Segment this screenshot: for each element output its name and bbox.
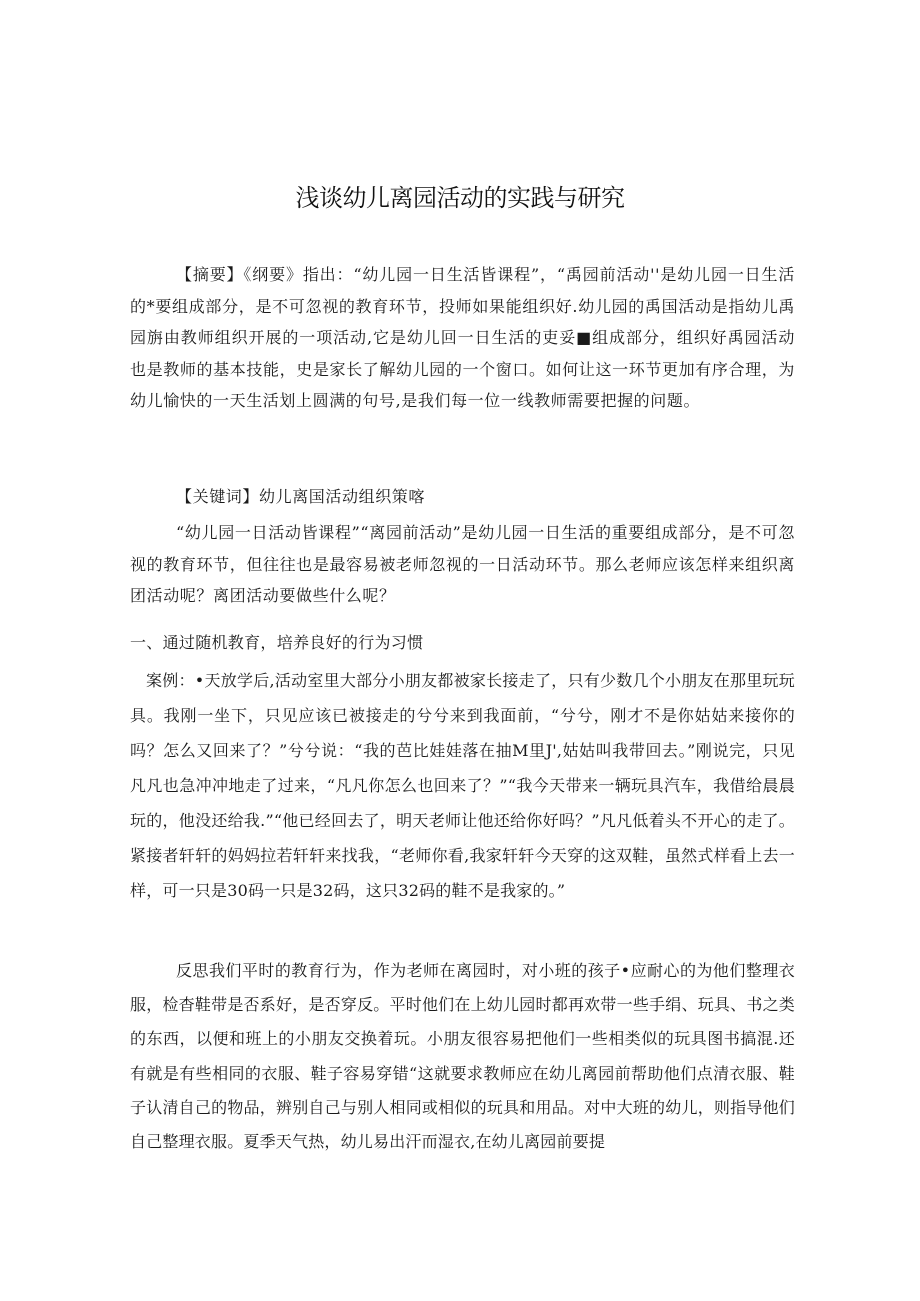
- case-paragraph: 案例：•天放学后,活动室里大部分小朋友都被家长接走了，只有少数几个小朋友在那里玩玩具。我刚一坐下，只见应该已被接走的兮兮来到我面前，“兮兮，刚才不是你姑姑来接你的吗？怎么又回来了？”兮兮说：“我的芭比娃娃落在抽M里J',姑姑叫我带回去。”刚说完，只见凡凡也急冲冲地走了过来，“凡凡你怎么也回来了？”“我今天带来一辆玩具汽车，我借给晨晨玩的，他没还给我.”“他已经回去了，明天老师让他还给你好吗？”凡凡低着头不开心的走了。紧接者轩轩的妈妈拉若轩轩来找我，“老师你看,我家轩轩今天穿的这双鞋，虽然式样看上去一样，可一只是30码一只是32码，这只32码的鞋不是我家的。”: [130, 671, 795, 900]
- abstract-paragraph: 【摘要】《纲要》指出：“幼儿园一日生活皆课程”，“禹园前活动''是幼儿园一日生活的*要组成部分，是不可忽视的教育环节，投师如果能组织好.幼儿园的禹国活动是指幼儿禹园旃由教师组织开展的一项活动,它是幼儿回一日生活的吏妥■组成部分，组织好禹园活动也是教师的基本技能，史是家长了解幼儿园的一个窗口。如何让这一环节更加有序合理，为幼儿愉快的一天生活划上圆满的句号,是我们每一位一线教师需要把握的问题。: [130, 265, 795, 410]
- intro-paragraph: “幼儿园一日活动皆课程”“离园前活动”是幼儿园一日生活的重要组成部分，是不可忽视的教育环节，但往往也是最容易被老师忽视的一日活动环节。那么老师应该怎样来组织离团活动呢？离团活动要做些什么呢？: [130, 523, 795, 605]
- section-heading: 一、通过随机教育，培养良好的行为习惯: [130, 633, 424, 652]
- page-title: 浅谈幼儿离园活动的实践与研究: [295, 184, 625, 212]
- reflection-paragraph: 反思我们平时的教育行为，作为老师在离园时，对小班的孩子•应耐心的为他们整理衣服，检杳鞋带是否系好，是否穿反。平时他们在上幼儿园时都再欢带一些手绢、玩具、书之类的东西，以便和班上的小朋友交换着玩。小朋友很容易把他们一些相类似的玩具图书搞混.还有就是有些相同的衣服、鞋子容易穿错“这就要求教师应在幼儿离园前帮助他们点清衣服、鞋子认清自己的物品，辨别自己与别人相同或相似的玩具和用品。对中大班的幼儿，则指导他们自己整理衣服。夏季天气热，幼儿易出汗而湿衣,在幼儿离园前要提: [130, 961, 795, 1152]
- keywords-line: 【关键词】幼儿离国活动组织策喀: [176, 487, 426, 506]
